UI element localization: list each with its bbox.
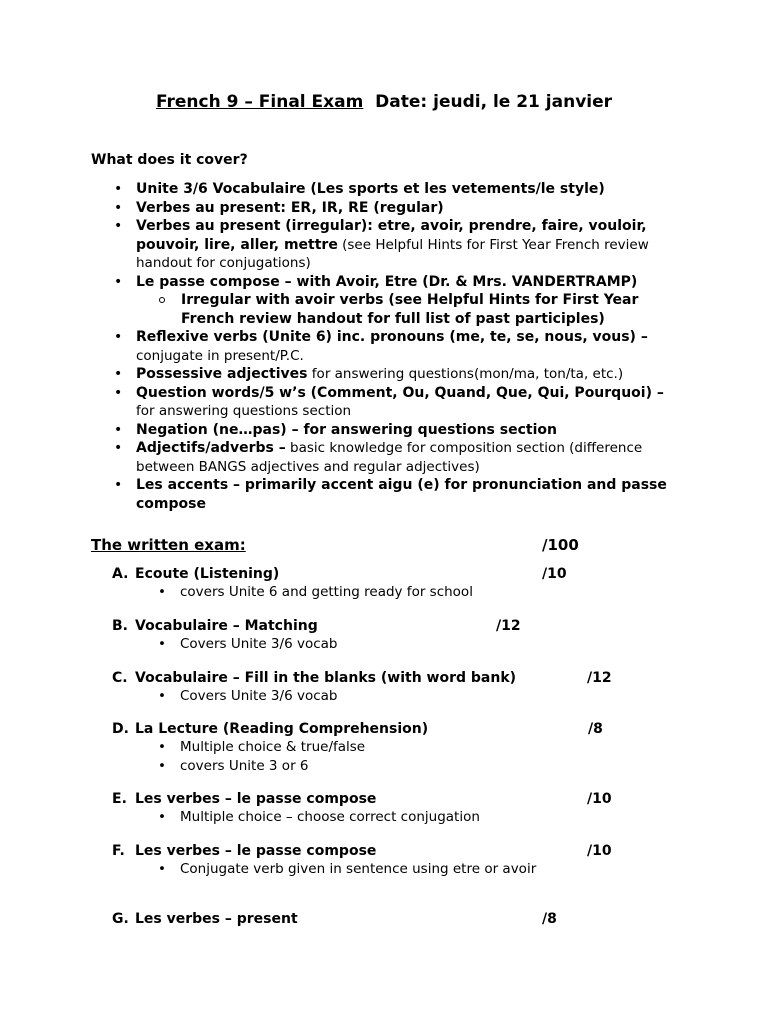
- sub-list-item: Irregular with avoir verbs (see Helpful Hints for First Year French review handout for full list of past participles): [136, 291, 676, 328]
- section-d-detail: • Multiple choice & true/false: [180, 739, 365, 755]
- section-e-detail: • Multiple choice – choose correct conjugation: [180, 809, 480, 825]
- sub-list: [136, 291, 676, 328]
- list-item: • Verbes au present: ER, IR, RE (regular): [136, 199, 676, 218]
- list-item: • Question words/5 w’s (Comment, Ou, Quand, Que, Qui, Pourquoi) – for answering questions section: [136, 384, 676, 421]
- list-item: • Reflexive verbs (Unite 6) inc. pronouns (me, te, se, nous, vous) – conjugate in present/P.C.: [136, 328, 676, 365]
- list-item: • Unite 3/6 Vocabulaire (Les sports et les vetements/le style): [136, 180, 676, 199]
- section-d-title: D. La Lecture (Reading Comprehension): [112, 721, 429, 737]
- written-exam-heading: The written exam:: [91, 536, 246, 554]
- section-c-title: C. Vocabulaire – Fill in the blanks (with word bank): [112, 670, 517, 686]
- section-e-title: E. Les verbes – le passe compose: [112, 791, 377, 807]
- written-exam-total: /100: [542, 536, 579, 554]
- section-d-score: /8: [588, 721, 603, 737]
- list-item: • Les accents – primarily accent aigu (e) for pronunciation and passe compose: [136, 476, 676, 513]
- list-item: • Possessive adjectives for answering questions(mon/ma, ton/ta, etc.): [136, 365, 676, 384]
- coverage-question: What does it cover?: [91, 152, 248, 168]
- section-c-score: /12: [587, 670, 612, 686]
- list-item: • Le passe compose – with Avoir, Etre (Dr. & Mrs. VANDERTRAMP) Irregular with avoir verbs (see Helpful Hints for First Year French review handout for full list of past participles): [136, 273, 676, 329]
- section-f-score: /10: [587, 843, 612, 859]
- title-course: French 9 – Final Exam: [155, 92, 364, 112]
- section-b-detail: • Covers Unite 3/6 vocab: [180, 636, 337, 652]
- page-title: [0, 92, 768, 112]
- list-item: • Adjectifs/adverbs – basic knowledge for composition section (difference between BANGS adjectives and regular adjectives): [136, 439, 676, 476]
- title-date: Date: jeudi, le 21 janvier: [375, 92, 613, 112]
- section-a-detail: • covers Unite 6 and getting ready for school: [180, 584, 473, 600]
- section-f-title: F. Les verbes – le passe compose: [112, 843, 377, 859]
- section-b-title: B. Vocabulaire – Matching: [112, 618, 318, 634]
- topics-list: [136, 180, 676, 513]
- list-item: • Verbes au present (irregular): etre, avoir, prendre, faire, vouloir, pouvoir, lire, aller, mettre (see Helpful Hints for First Year French review handout for conjugations): [136, 217, 676, 273]
- section-d-detail: • covers Unite 3 or 6: [180, 758, 309, 774]
- section-g-title: G. Les verbes – present: [112, 911, 298, 927]
- section-a-title: A. Ecoute (Listening): [112, 566, 280, 582]
- section-f-detail: • Conjugate verb given in sentence using etre or avoir: [180, 861, 536, 877]
- section-e-score: /10: [587, 791, 612, 807]
- section-b-score: /12: [496, 618, 521, 634]
- section-g-score: /8: [542, 911, 557, 927]
- section-a-score: /10: [542, 566, 567, 582]
- list-item: • Negation (ne…pas) – for answering questions section: [136, 421, 676, 440]
- section-c-detail: • Covers Unite 3/6 vocab: [180, 688, 337, 704]
